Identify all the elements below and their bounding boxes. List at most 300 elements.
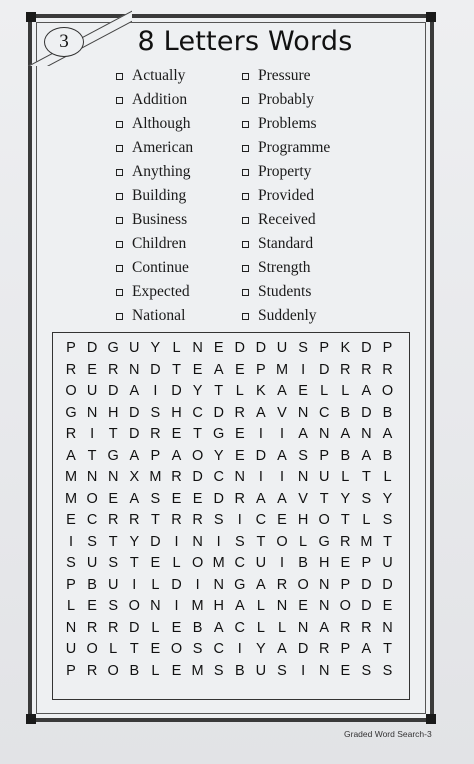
grid-letter: N bbox=[86, 404, 98, 421]
grid-row bbox=[53, 381, 409, 402]
grid-letter: B bbox=[382, 404, 393, 421]
grid-letter: E bbox=[150, 641, 161, 657]
grid-letter: E bbox=[171, 490, 182, 507]
checkbox-icon bbox=[116, 73, 123, 80]
grid-letter: B bbox=[298, 555, 308, 571]
grid-letter: N bbox=[318, 598, 330, 614]
grid-letter: S bbox=[298, 447, 308, 464]
word-label: Addition bbox=[132, 91, 188, 108]
grid-letter: E bbox=[108, 490, 119, 507]
corner-mark-bottom-left bbox=[26, 714, 36, 724]
grid-letter: A bbox=[171, 447, 182, 464]
grid-letter: P bbox=[340, 641, 351, 657]
checkbox-icon bbox=[116, 265, 123, 272]
grid-letter: I bbox=[258, 426, 263, 442]
grid-letter: E bbox=[171, 662, 182, 679]
grid-letter: T bbox=[319, 490, 329, 507]
grid-letter: A bbox=[277, 383, 287, 399]
grid-letter: N bbox=[297, 619, 309, 636]
grid-letter: R bbox=[86, 662, 98, 679]
word-label: Pressure bbox=[258, 67, 311, 84]
grid-row bbox=[53, 553, 409, 574]
grid-letter: I bbox=[174, 533, 179, 550]
checkbox-icon bbox=[116, 193, 123, 200]
puzzle-number-badge: 3 bbox=[44, 27, 84, 57]
grid-letter: T bbox=[383, 641, 392, 657]
grid-letter: R bbox=[340, 361, 351, 378]
grid-letter: D bbox=[129, 619, 140, 636]
word-item bbox=[116, 208, 193, 232]
grid-letter: L bbox=[235, 383, 244, 399]
checkbox-icon bbox=[242, 145, 249, 152]
grid-letter: M bbox=[191, 662, 204, 679]
grid-letter: E bbox=[298, 383, 308, 399]
grid-letter: L bbox=[151, 619, 160, 636]
grid-letter: L bbox=[151, 576, 160, 593]
grid-letter: S bbox=[150, 490, 161, 507]
grid-letter: O bbox=[65, 383, 77, 399]
grid-letter: S bbox=[382, 512, 393, 528]
grid-letter: H bbox=[297, 512, 309, 528]
word-label: Although bbox=[132, 115, 191, 132]
grid-letter: S bbox=[108, 555, 119, 571]
grid-letter: N bbox=[107, 469, 119, 485]
grid-letter: H bbox=[318, 555, 330, 571]
word-item bbox=[242, 64, 330, 88]
grid-letter: C bbox=[86, 512, 98, 528]
grid-letter: D bbox=[192, 469, 203, 485]
word-label: Received bbox=[258, 211, 316, 228]
grid-letter: T bbox=[256, 533, 266, 550]
grid-letter: Y bbox=[256, 641, 266, 657]
grid-letter: K bbox=[256, 383, 266, 399]
grid-letter: T bbox=[383, 533, 392, 550]
grid-letter: R bbox=[382, 361, 393, 378]
grid-letter: H bbox=[171, 404, 182, 421]
puzzle-title: 8 Letters Words bbox=[137, 26, 353, 57]
grid-letter: A bbox=[319, 619, 330, 636]
letter-grid bbox=[52, 332, 410, 700]
word-item bbox=[116, 160, 193, 184]
grid-letter: S bbox=[277, 662, 287, 679]
grid-letter: R bbox=[107, 361, 119, 378]
grid-letter: N bbox=[318, 426, 330, 442]
grid-letter: R bbox=[65, 426, 77, 442]
grid-letter: A bbox=[361, 641, 372, 657]
grid-letter: V bbox=[298, 490, 308, 507]
checkbox-icon bbox=[242, 313, 249, 320]
grid-row bbox=[53, 618, 409, 639]
checkbox-icon bbox=[242, 193, 249, 200]
grid-letter: N bbox=[276, 598, 288, 614]
grid-letter: X bbox=[129, 469, 140, 485]
grid-letter: I bbox=[301, 662, 306, 679]
word-label: Children bbox=[132, 235, 187, 252]
grid-letter: N bbox=[297, 404, 309, 421]
grid-letter: R bbox=[192, 512, 203, 528]
grid-letter: O bbox=[86, 490, 98, 507]
grid-letter: C bbox=[234, 555, 246, 571]
grid-letter: D bbox=[255, 447, 267, 464]
grid-letter: E bbox=[192, 361, 203, 378]
word-label: Business bbox=[132, 211, 188, 228]
grid-letter: E bbox=[87, 598, 97, 614]
checkbox-icon bbox=[242, 169, 249, 176]
grid-letter: P bbox=[150, 447, 161, 464]
grid-letter: O bbox=[86, 641, 98, 657]
grid-letter: T bbox=[361, 469, 371, 485]
grid-letter: L bbox=[299, 533, 308, 550]
checkbox-icon bbox=[116, 217, 123, 224]
grid-row bbox=[53, 403, 409, 424]
word-item bbox=[242, 256, 330, 280]
grid-letter: E bbox=[234, 447, 245, 464]
grid-letter: T bbox=[340, 512, 350, 528]
grid-letter: C bbox=[192, 404, 203, 421]
grid-letter: E bbox=[192, 490, 203, 507]
grid-letter: N bbox=[361, 426, 372, 442]
grid-row bbox=[53, 338, 409, 359]
grid-letter: B bbox=[340, 447, 351, 464]
grid-letter: O bbox=[318, 512, 330, 528]
grid-letter: L bbox=[66, 598, 76, 614]
grid-letter: L bbox=[151, 662, 160, 679]
grid-letter: E bbox=[382, 598, 393, 614]
grid-letter: R bbox=[318, 641, 330, 657]
word-label: Provided bbox=[258, 187, 314, 204]
grid-letter: U bbox=[129, 340, 140, 356]
grid-letter: D bbox=[150, 361, 161, 378]
grid-letter: A bbox=[298, 426, 308, 442]
grid-letter: S bbox=[66, 555, 76, 571]
grid-letter: E bbox=[277, 512, 287, 528]
grid-letter: I bbox=[237, 641, 242, 657]
grid-letter: T bbox=[87, 447, 97, 464]
grid-letter: R bbox=[234, 404, 246, 421]
grid-letter: Y bbox=[213, 447, 224, 464]
grid-letter: S bbox=[382, 662, 393, 679]
grid-letter: S bbox=[361, 662, 372, 679]
grid-letter: I bbox=[132, 576, 137, 593]
word-label: American bbox=[132, 139, 194, 156]
checkbox-icon bbox=[242, 265, 249, 272]
grid-letter: E bbox=[66, 512, 76, 528]
grid-letter: I bbox=[301, 361, 306, 378]
grid-letter: D bbox=[107, 383, 119, 399]
grid-letter: I bbox=[279, 469, 285, 485]
grid-letter: L bbox=[320, 383, 329, 399]
checkbox-icon bbox=[242, 121, 249, 128]
grid-letter: G bbox=[65, 404, 77, 421]
grid-row bbox=[53, 424, 409, 445]
grid-row bbox=[53, 575, 409, 596]
grid-letter: K bbox=[340, 340, 351, 356]
grid-letter: A bbox=[256, 490, 266, 507]
grid-letter: R bbox=[340, 619, 351, 636]
grid-letter: Y bbox=[129, 533, 140, 550]
grid-letter: R bbox=[171, 469, 182, 485]
grid-letter: U bbox=[318, 469, 330, 485]
grid-letter: E bbox=[213, 340, 224, 356]
grid-letter: Y bbox=[382, 490, 393, 507]
grid-row bbox=[53, 510, 409, 531]
checkbox-icon bbox=[242, 217, 249, 224]
grid-letter: D bbox=[361, 576, 372, 593]
grid-letter: E bbox=[340, 555, 351, 571]
grid-letter: D bbox=[213, 404, 224, 421]
grid-letter: V bbox=[277, 404, 287, 421]
grid-letter: D bbox=[361, 340, 372, 356]
grid-letter: H bbox=[213, 598, 224, 614]
grid-letter: R bbox=[361, 361, 372, 378]
grid-letter: S bbox=[150, 404, 161, 421]
grid-letter: M bbox=[360, 533, 373, 550]
grid-letter: I bbox=[216, 533, 221, 550]
grid-letter: L bbox=[109, 641, 118, 657]
word-item bbox=[116, 304, 193, 328]
grid-letter: B bbox=[192, 619, 203, 636]
checkbox-icon bbox=[116, 241, 123, 248]
grid-letter: P bbox=[361, 555, 372, 571]
grid-letter: N bbox=[213, 576, 224, 593]
grid-letter: E bbox=[171, 426, 182, 442]
grid-letter: I bbox=[153, 383, 158, 399]
word-list-right bbox=[242, 64, 330, 328]
grid-letter: S bbox=[213, 662, 224, 679]
grid-letter: I bbox=[279, 426, 285, 442]
grid-letter: D bbox=[361, 598, 372, 614]
grid-letter: B bbox=[129, 662, 140, 679]
grid-letter: O bbox=[381, 383, 394, 399]
grid-letter: N bbox=[297, 469, 309, 485]
grid-row bbox=[53, 596, 409, 617]
grid-letter: D bbox=[234, 340, 246, 356]
grid-row bbox=[53, 639, 409, 660]
grid-letter: P bbox=[66, 662, 76, 679]
grid-letter: D bbox=[297, 641, 309, 657]
grid-letter: H bbox=[107, 404, 119, 421]
word-label: Suddenly bbox=[258, 307, 317, 324]
grid-letter: N bbox=[318, 662, 330, 679]
grid-letter: R bbox=[276, 576, 288, 593]
grid-letter: Y bbox=[340, 490, 351, 507]
word-label: National bbox=[132, 307, 186, 324]
grid-letter: U bbox=[276, 340, 288, 356]
word-item bbox=[116, 256, 193, 280]
grid-letter: E bbox=[340, 662, 351, 679]
grid-letter: P bbox=[256, 361, 266, 378]
grid-letter: N bbox=[129, 361, 140, 378]
word-item bbox=[242, 304, 330, 328]
grid-letter: C bbox=[213, 469, 224, 485]
word-item bbox=[116, 88, 193, 112]
checkbox-icon bbox=[242, 73, 249, 80]
grid-letter: T bbox=[129, 641, 139, 657]
grid-row bbox=[53, 360, 409, 381]
grid-letter: O bbox=[191, 447, 204, 464]
grid-letter: R bbox=[150, 426, 161, 442]
grid-letter: I bbox=[279, 555, 285, 571]
grid-letter: N bbox=[192, 533, 203, 550]
grid-letter: R bbox=[234, 490, 246, 507]
grid-letter: E bbox=[298, 598, 308, 614]
grid-letter: D bbox=[382, 576, 393, 593]
grid-letter: I bbox=[258, 469, 263, 485]
grid-letter: S bbox=[213, 512, 224, 528]
grid-letter: N bbox=[192, 340, 203, 356]
grid-letter: S bbox=[192, 641, 203, 657]
grid-letter: T bbox=[129, 555, 139, 571]
grid-row bbox=[53, 467, 409, 488]
grid-letter: N bbox=[318, 576, 330, 593]
grid-letter: G bbox=[107, 447, 119, 464]
checkbox-icon bbox=[116, 169, 123, 176]
word-item bbox=[242, 208, 330, 232]
grid-letter: G bbox=[107, 340, 119, 356]
grid-letter: A bbox=[277, 447, 287, 464]
grid-letter: B bbox=[340, 404, 351, 421]
grid-letter: T bbox=[108, 426, 118, 442]
grid-letter: R bbox=[65, 361, 77, 378]
corner-mark-top-right bbox=[426, 12, 436, 22]
grid-letter: G bbox=[318, 533, 330, 550]
word-label: Students bbox=[258, 283, 312, 300]
grid-letter: A bbox=[213, 619, 224, 636]
grid-letter: I bbox=[174, 598, 179, 614]
grid-letter: P bbox=[319, 340, 330, 356]
grid-letter: D bbox=[318, 361, 330, 378]
grid-letter: N bbox=[234, 469, 246, 485]
word-item bbox=[242, 184, 330, 208]
grid-letter: S bbox=[298, 340, 308, 356]
grid-letter: C bbox=[318, 404, 330, 421]
grid-letter: T bbox=[214, 383, 224, 399]
grid-letter: M bbox=[275, 361, 289, 378]
grid-letter: T bbox=[108, 533, 118, 550]
grid-letter: A bbox=[361, 383, 372, 399]
grid-letter: U bbox=[107, 576, 119, 593]
word-item bbox=[116, 64, 193, 88]
grid-letter: A bbox=[340, 426, 351, 442]
grid-letter: P bbox=[66, 576, 76, 593]
grid-letter: O bbox=[128, 598, 140, 614]
grid-letter: P bbox=[66, 340, 76, 356]
word-label: Strength bbox=[258, 259, 311, 276]
grid-letter: A bbox=[129, 383, 140, 399]
grid-letter: D bbox=[255, 340, 267, 356]
word-item bbox=[242, 88, 330, 112]
word-item bbox=[116, 136, 193, 160]
grid-letter: D bbox=[129, 404, 140, 421]
checkbox-icon bbox=[242, 241, 249, 248]
grid-letter: Y bbox=[150, 340, 161, 356]
word-label: Building bbox=[132, 187, 187, 204]
grid-letter: I bbox=[90, 426, 95, 442]
grid-letter: U bbox=[255, 662, 267, 679]
grid-letter: L bbox=[256, 598, 265, 614]
grid-letter: I bbox=[68, 533, 74, 550]
grid-letter: D bbox=[86, 340, 98, 356]
grid-letter: M bbox=[64, 490, 78, 507]
grid-letter: B bbox=[234, 662, 245, 679]
word-label: Programme bbox=[258, 139, 331, 156]
grid-letter: T bbox=[150, 512, 160, 528]
word-item bbox=[116, 184, 193, 208]
grid-letter: D bbox=[150, 533, 161, 550]
grid-row bbox=[53, 532, 409, 553]
grid-letter: O bbox=[191, 555, 204, 571]
grid-letter: A bbox=[277, 490, 287, 507]
grid-letter: L bbox=[256, 619, 265, 636]
corner-mark-bottom-right bbox=[426, 714, 436, 724]
grid-letter: T bbox=[172, 361, 181, 378]
checkbox-icon bbox=[116, 121, 123, 128]
grid-letter: L bbox=[341, 383, 350, 399]
grid-letter: D bbox=[213, 490, 224, 507]
word-item bbox=[242, 280, 330, 304]
grid-letter: A bbox=[66, 447, 76, 464]
grid-letter: O bbox=[339, 598, 351, 614]
grid-letter: R bbox=[129, 512, 140, 528]
word-list-left bbox=[116, 64, 193, 328]
grid-letter: N bbox=[86, 469, 98, 485]
grid-letter: T bbox=[193, 426, 203, 442]
word-label: Problems bbox=[258, 115, 317, 132]
grid-letter: E bbox=[150, 555, 161, 571]
word-label: Continue bbox=[132, 259, 189, 276]
grid-letter: A bbox=[361, 447, 372, 464]
grid-letter: S bbox=[87, 533, 97, 550]
grid-letter: L bbox=[362, 512, 371, 528]
grid-letter: U bbox=[65, 641, 77, 657]
grid-letter: E bbox=[87, 361, 97, 378]
grid-letter: M bbox=[212, 555, 225, 571]
grid-letter: D bbox=[361, 404, 372, 421]
grid-letter: U bbox=[86, 555, 98, 571]
grid-letter: S bbox=[108, 598, 119, 614]
grid-letter: L bbox=[277, 619, 287, 636]
grid-letter: N bbox=[65, 619, 77, 636]
grid-letter: D bbox=[171, 383, 182, 399]
grid-letter: L bbox=[341, 469, 350, 485]
grid-letter: G bbox=[234, 576, 246, 593]
grid-letter: O bbox=[170, 641, 183, 657]
grid-letter: C bbox=[213, 641, 224, 657]
grid-letter: C bbox=[255, 512, 267, 528]
grid-letter: U bbox=[255, 555, 267, 571]
word-label: Probably bbox=[258, 91, 314, 108]
grid-letter: N bbox=[382, 619, 393, 636]
grid-row bbox=[53, 661, 409, 682]
grid-letter: A bbox=[256, 576, 266, 593]
grid-letter: C bbox=[234, 619, 246, 636]
word-label: Expected bbox=[132, 283, 190, 300]
grid-letter: L bbox=[383, 469, 392, 485]
grid-letter: A bbox=[213, 361, 224, 378]
word-item bbox=[116, 280, 193, 304]
word-item bbox=[242, 136, 330, 160]
grid-letter: A bbox=[129, 490, 140, 507]
grid-letter: B bbox=[87, 576, 97, 593]
checkbox-icon bbox=[242, 289, 249, 296]
checkbox-icon bbox=[116, 97, 123, 104]
grid-letter: B bbox=[382, 447, 393, 464]
word-item bbox=[242, 232, 330, 256]
checkbox-icon bbox=[116, 313, 123, 320]
grid-letter: R bbox=[171, 512, 182, 528]
grid-letter: P bbox=[340, 576, 351, 593]
grid-letter: Y bbox=[192, 383, 203, 399]
